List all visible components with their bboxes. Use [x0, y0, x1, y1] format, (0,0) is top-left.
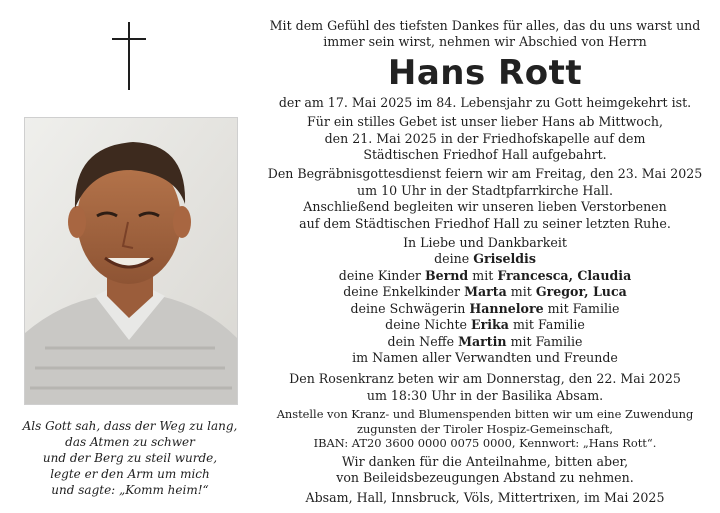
donation-line: zugunsten der Tiroler Hospiz-Gemeinschaft, [356, 421, 614, 436]
funeral-line: auf dem Städtischen Friedhof Hall zu seiner letzten Ruhe. [299, 215, 671, 231]
mourner-niece: deine Nichte Erika mit Familie [385, 317, 585, 333]
portrait-photo [24, 117, 238, 405]
mourner-sister-in-law: deine Schwägerin Hannelore mit Familie [350, 300, 620, 316]
donation-line: IBAN: AT20 3600 0000 0075 0000, Kennwort: „Hans Rott“. [313, 436, 657, 451]
mourner-relatives: im Namen aller Verwandten und Freunde [352, 349, 618, 365]
signoff: Absam, Hall, Innsbruck, Völs, Mittertrixen, im Mai 2025 [305, 489, 665, 505]
donation-line: Anstelle von Kranz- und Blumenspenden bitten wir um eine Zuwendung [276, 407, 694, 422]
funeral-line: um 10 Uhr in der Stadtpfarrkirche Hall. [357, 182, 613, 198]
death-line: der am 17. Mai 2025 im 84. Lebensjahr zu Gott heimgekehrt ist. [278, 94, 692, 110]
deceased-name: Hans Rott [387, 52, 583, 93]
poem [8, 418, 252, 498]
thanks-line: von Beileidsbezeugungen Abstand zu nehmen. [336, 470, 634, 486]
viewing-line: Städtischen Friedhof Hall aufgebahrt. [363, 147, 607, 163]
viewing-line: den 21. Mai 2025 in der Friedhofskapelle auf dem [324, 130, 646, 146]
poem-line: und sagte: „Komm heim!“ [51, 483, 209, 497]
funeral-line: Den Begräbnisgottesdienst feiern wir am Freitag, den 23. Mai 2025 [267, 166, 703, 182]
poem-line: legte er den Arm um mich [50, 467, 210, 481]
mourners-heading: In Liebe und Dankbarkeit [403, 235, 567, 251]
thanks-line: Wir danken für die Anteilnahme, bitten aber, [341, 453, 629, 469]
poem-line: das Atmen zu schwer [65, 435, 195, 449]
rosary-line: Den Rosenkranz beten wir am Donnerstag, den 22. Mai 2025 [289, 371, 681, 387]
obituary-text [262, 18, 708, 506]
viewing-line: Für ein stilles Gebet ist unser lieber Hans ab Mittwoch, [306, 114, 664, 130]
rosary-line: um 18:30 Uhr in der Basilika Absam. [366, 387, 604, 403]
poem-line: und der Berg zu steil wurde, [42, 451, 218, 465]
intro-line: Mit dem Gefühl des tiefsten Dankes für alles, das du uns warst und [269, 18, 701, 33]
intro-line: immer sein wirst, nehmen wir Abschied von Herrn [323, 34, 647, 50]
funeral-line: Anschließend begleiten wir unseren lieben Verstorbenen [303, 199, 667, 215]
mourner-grandchildren: deine Enkelkinder Marta mit Gregor, Luca [343, 284, 627, 300]
mourner-wife: deine Griseldis [434, 251, 536, 267]
mourner-children: deine Kinder Bernd mit Francesca, Claudia [338, 267, 632, 283]
mourner-nephew: dein Neffe Martin mit Familie [387, 333, 583, 349]
poem-line: Als Gott sah, dass der Weg zu lang, [22, 419, 238, 433]
cross-symbol [112, 22, 146, 90]
